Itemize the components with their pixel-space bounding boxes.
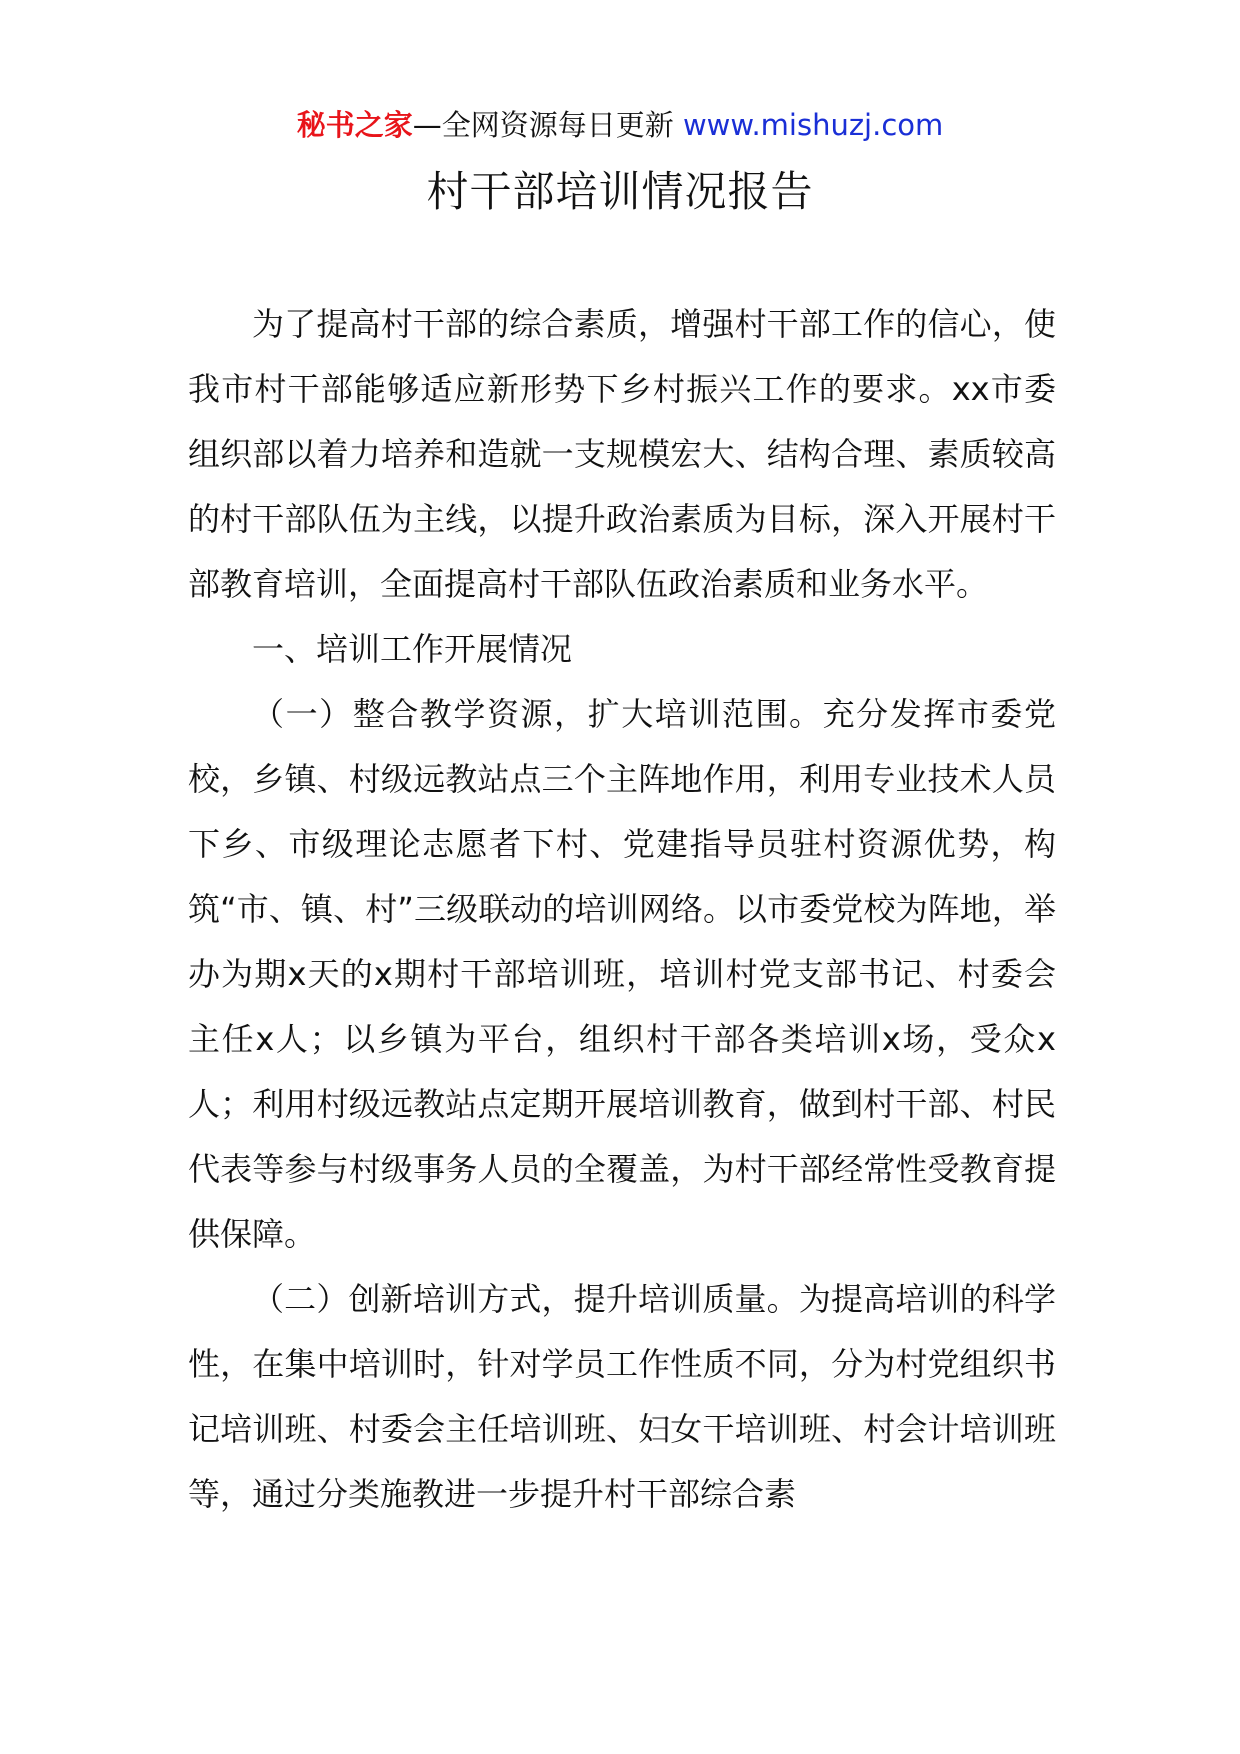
site-header [0,100,1240,150]
document-body [188,292,1056,1527]
subsection-paragraph-2: （二）创新培训方式，提升培训质量。为提高培训的科学性，在集中培训时，针对学员工作性质不同，分为村党组织书记培训班、村委会主任培训班、妇女干培训班、村会计培训班等，通过分类施教进一步提升村干部综合素 [188,1280,1056,1513]
section-heading: 一、培训工作开展情况 [252,630,573,668]
site-brand: 秘书之家 [296,108,413,142]
site-tagline: —全网资源每日更新 [412,108,683,142]
intro-paragraph: 为了提高村干部的综合素质，增强村干部工作的信心，使我市村干部能够适应新形势下乡村振兴工作的要求。xx市委组织部以着力培养和造就一支规模宏大、结构合理、素质较高的村干部队伍为主线，以提升政治素质为目标，深入开展村干部教育培训，全面提高村干部队伍政治素质和业务水平。 [188,305,1056,603]
subsection-paragraph-1: （一）整合教学资源，扩大培训范围。充分发挥市委党校，乡镇、村级远教站点三个主阵地作用，利用专业技术人员下乡、市级理论志愿者下村、党建指导员驻村资源优势，构筑“市、镇、村”三级联动的培训网络。以市委党校为阵地，举办为期x天的x期村干部培训班，培训村党支部书记、村委会主任x人；以乡镇为平台，组织村干部各类培训x场，受众x人；利用村级远教站点定期开展培训教育，做到村干部、村民代表等参与村级事务人员的全覆盖，为村干部经常性受教育提供保障。 [188,695,1056,1253]
site-url-link[interactable]: www.mishuzj.com [682,108,944,142]
document-title: 村干部培训情况报告 [426,167,814,216]
